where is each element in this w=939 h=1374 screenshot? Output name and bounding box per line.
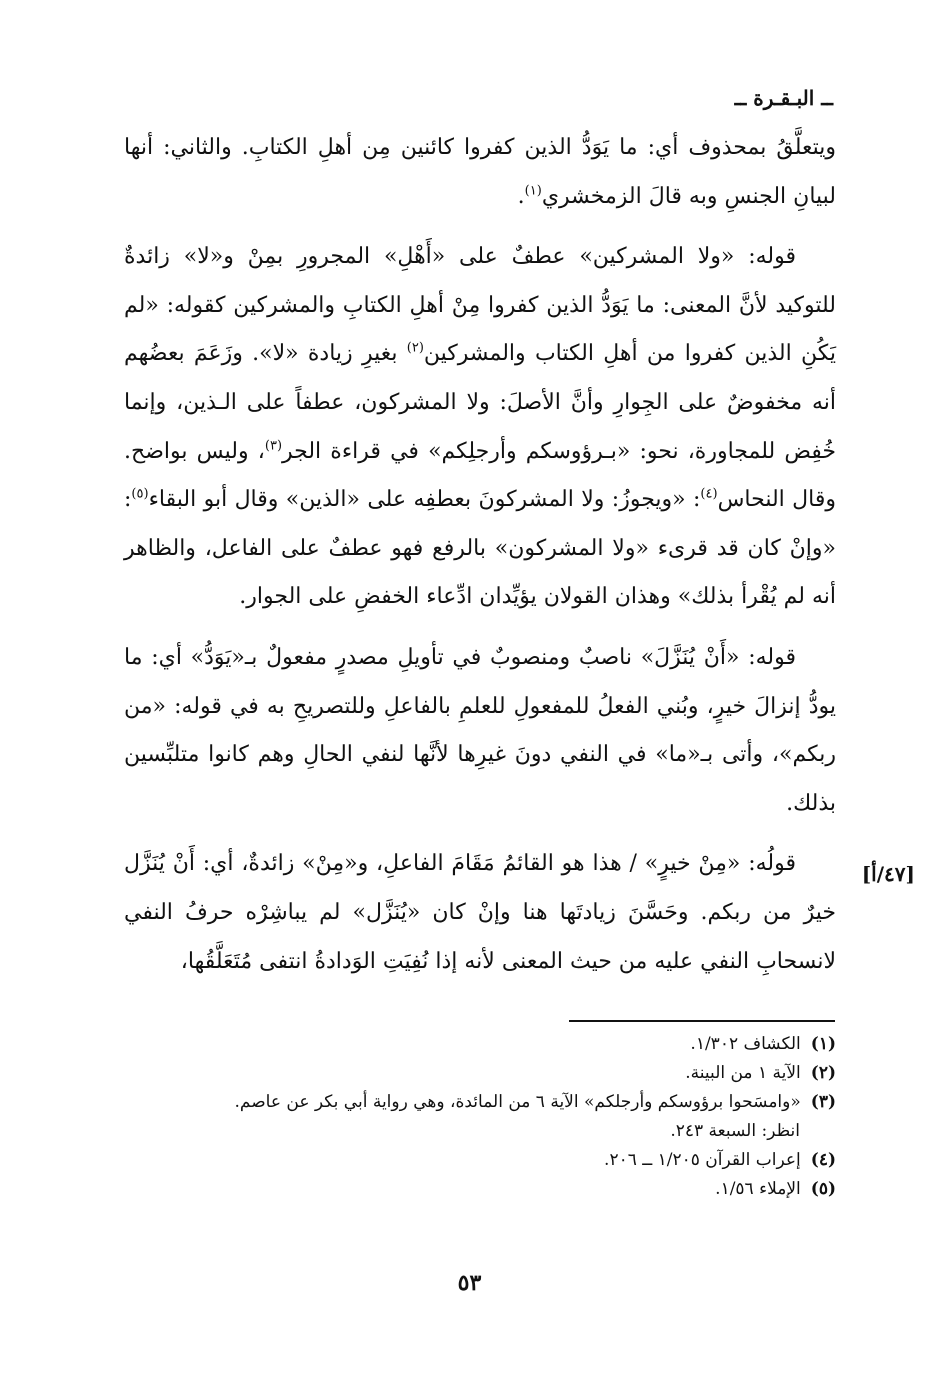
footnote-number: (٣): [810, 1092, 836, 1112]
paragraph-2: [124, 233, 836, 622]
footnote-text: إعراب القرآن ١/٢٠٥ ــ ٢٠٦.: [604, 1150, 801, 1170]
paragraph-1: [124, 124, 836, 221]
paragraph-2-text-5: : «وإنْ كان قد قرىء «ولا المشركون» بالرفع فهو عطفٌ على الفاعل، والظاهر أنه لم يُقْرأ بذلك» وهذان القولان يؤيِّدان ادِّعاء الخفضِ على الجوار.: [124, 487, 836, 610]
footnote-separator: [569, 1020, 835, 1022]
manuscript-folio-marker: [٤٧/أ]: [861, 862, 915, 886]
footnote-ref-2: (٢): [406, 341, 424, 357]
footnote-5: [124, 1175, 836, 1204]
footnote-3-continuation: انظر: السبعة ٢٤٣.: [670, 1121, 800, 1141]
footnotes: [124, 1030, 836, 1204]
footnote-number: (٢): [810, 1063, 836, 1083]
paragraph-1-tail: .: [517, 183, 525, 209]
paragraph-2-text-3: ، وليس بواضح. وقال النحاس: [124, 438, 836, 513]
footnote-ref-1: (١): [524, 183, 542, 199]
running-header: ــ البـقـرة ــ: [734, 86, 833, 110]
footnote-text: الآية ١ من البينة.: [685, 1063, 801, 1083]
paragraph-3: [124, 634, 836, 828]
footnote-2: [124, 1059, 836, 1088]
footnote-ref-5: (٥): [131, 486, 149, 502]
footnote-number: (٥): [810, 1179, 836, 1199]
footnote-1: [124, 1030, 836, 1059]
footnote-number: (٤): [810, 1150, 836, 1170]
main-text: [124, 124, 836, 986]
footnote-4: [124, 1146, 836, 1175]
footnote-text: الكشاف ١/٣٠٢.: [690, 1034, 801, 1054]
footnote-text: «وامسَحوا برؤوسكم وأرجلكم» الآية ٦ من المائدة، وهي رواية أبي بكر عن عاصم.: [234, 1092, 801, 1112]
paragraph-4-text: قولُه: «مِنْ خيرٍ» / هذا هو القائمُ مَقَامَ الفاعلِ، و«مِنْ» زائدةٌ، أي: أَنْ يُنَزَّل خيرٌ من ربكم. وحَسَّنَ زيادتَها هنا وإنْ كان «يُنَزَّل» لم يباشِرْه حرفُ النفي لانسحابِ النفي عليه من حيث المعنى لأنه إذا نُفِيَتِ الوَدادةُ انتفى مُتَعَلَّقُها،: [124, 851, 836, 974]
paragraph-3-text: قوله: «أَنْ يُنَزَّلَ» ناصبٌ ومنصوبٌ في تأويلِ مصدرٍ مفعولٌ بـ«يَوَدُّ» أي: ما يودُّ إنزالَ خيرٍ، وبُني الفعلُ للمفعولِ للعلمِ بالفاعلِ وللتصريحِ به في قوله: «من ربكم»، وأتى بـ«ما» في النفي دونَ غيرِها لأنَّها لنفي الحالِ وهم كانوا متلبِّسين بذلك.: [124, 644, 836, 816]
footnote-text: الإملاء ١/٥٦.: [715, 1179, 801, 1199]
footnote-ref-4: (٤): [700, 486, 718, 502]
paragraph-4: [124, 840, 836, 986]
paragraph-2-text-2: بغيرِ زيادة «لا». وزَعَمَ بعضُهم أنه مخفوضٌ على الجِوارِ وأنَّ الأصلَ: ولا المشركون، عطفاً على الـذين، وإنما خُفِض للمجاورة، نحو: «بـرؤوسكم وأرجلِكم» في قراءة الجر: [124, 341, 837, 464]
footnote-ref-3: (٣): [264, 438, 283, 454]
page-number: ٥٣: [457, 1270, 482, 1296]
paragraph-2-text: قوله: «ولا المشركين» عطفٌ على «أَهْلِ» المجرورِ بمِنْ و«لا» زائدةٌ للتوكيد لأنَّ المعنى: ما يَوَدُّ الذين كفروا مِنْ أهلِ الكتابِ والمشركين كقوله: «لم يَكُنِ الذين كفروا من أهلِ الكتاب والمشركين: [124, 244, 836, 367]
paragraph-2-text-4: : «ويجوزُ: ولا المشركونَ بعطفِه على «الذين» وقال أبو البقاء: [148, 487, 701, 513]
footnote-number: (١): [810, 1034, 836, 1054]
footnote-3: [124, 1088, 836, 1117]
paragraph-1-text: ويتعلَّقُ بمحذوف أي: ما يَوَدُّ الذين كفروا كائنين مِن أهلِ الكتابِ. والثاني: أنها لبيانِ الجنسِ وبه قالَ الزمخشري: [124, 135, 836, 209]
